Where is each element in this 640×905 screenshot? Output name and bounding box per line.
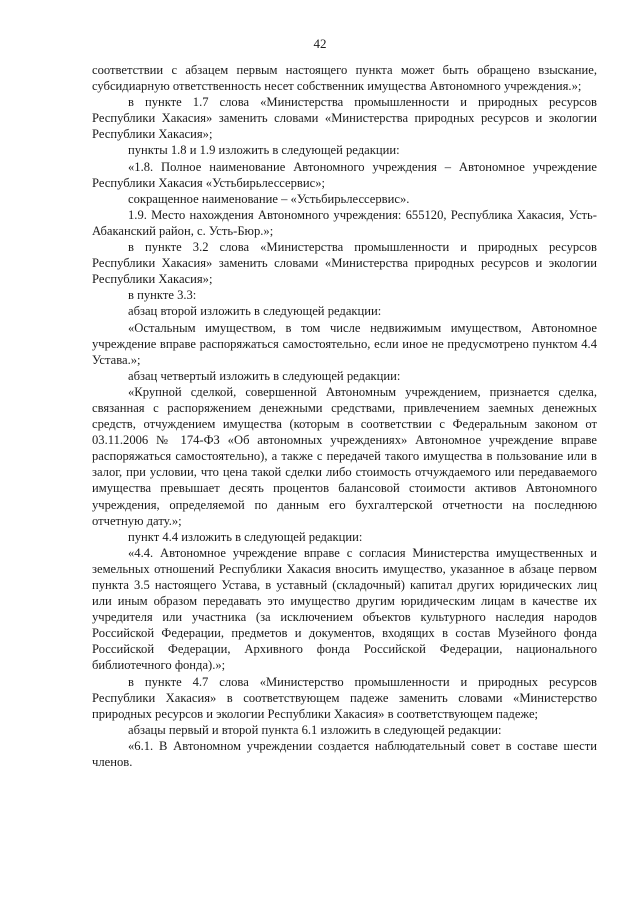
paragraph: в пункте 3.3: — [128, 288, 197, 303]
paragraph: абзац второй изложить в следующей редакции: — [128, 304, 382, 319]
paragraph: соответствии с абзацем первым настоящего пункта может быть обращено взыскание, субсидиарную ответственность несет собственник имущества Автономного учреждения.»; — [92, 63, 597, 94]
paragraph: сокращенное наименование – «Устьбирьлессервис». — [128, 191, 410, 206]
paragraph: пункт 4.4 изложить в следующей редакции: — [128, 529, 363, 544]
paragraph: «Остальным имуществом, в том числе недвижимым имуществом, Автономное учреждение вправе распоряжаться самостоятельно, если иное не предусмотрено пунктом 4.4 Устава.»; — [92, 320, 597, 367]
page-number: 42 — [313, 36, 327, 51]
paragraph: абзац четвертый изложить в следующей редакции: — [128, 368, 401, 383]
paragraph: абзацы первый и второй пункта 6.1 изложить в следующей редакции: — [128, 722, 502, 737]
paragraph: «Крупной сделкой, совершенной Автономным учреждением, признается сделка, связанная с распоряжением денежными средствами, привлечением заемных денежных средств, отчуждением имущества (которым в соответствии с Федеральным законом от 03.11.2006 № 174-ФЗ «Об автономных учреждениях» Автономное учреждение вправе распоряжаться самостоятельно), а также с передачей такого имущества в пользование или в залог, при условии, что цена такой сделки либо стоимость отчуждаемого или передаваемого имущества превышает десять процентов балансовой стоимости активов Автономного учреждения, определяемой по данным его бухгалтерской отчетности на последнюю отчетную дату.»; — [92, 384, 597, 528]
paragraph: «6.1. В Автономном учреждении создается наблюдательный совет в составе шести членов. — [92, 738, 597, 770]
paragraph: в пункте 1.7 слова «Министерства промышленности и природных ресурсов Республики Хакасия» заменить словами «Министерства природных ресурсов и экологии Республики Хакасия»; — [92, 95, 597, 142]
paragraph: «4.4. Автономное учреждение вправе с согласия Министерства имущественных и земельных отношений Республики Хакасия вносить имущество, указанное в абзаце первом пункта 3.5 настоящего Устава, в уставный (складочный) капитал других юридических лиц или иным образом передавать это имущество другим юридическим лицам в качестве их учредителя или участника (за исключением объектов культурного наследия народов Российской Федерации, предметов и документов, входящих в состав Музейного фонда Российской Федерации, Архивного фонда Российской Федерации, национального библиотечного фонда).»; — [92, 545, 597, 673]
paragraph: в пункте 4.7 слова «Министерство промышленности и природных ресурсов Республики Хакасия» в соответствующем падеже заменить словами «Министерство природных ресурсов и экологии Республики Хакасия» в соответствующем падеже; — [92, 674, 597, 721]
paragraph: пункты 1.8 и 1.9 изложить в следующей редакции: — [128, 143, 400, 158]
paragraph: «1.8. Полное наименование Автономного учреждения – Автономное учреждение Республики Хакасия «Устьбирьлессервис»; — [92, 159, 597, 190]
paragraph: в пункте 3.2 слова «Министерства промышленности и природных ресурсов Республики Хакасия» заменить словами «Министерства природных ресурсов и экологии Республики Хакасия»; — [92, 240, 597, 287]
paragraph: 1.9. Место нахождения Автономного учреждения: 655120, Республика Хакасия, Усть-Абаканский район, с. Усть-Бюр.»; — [92, 207, 597, 238]
document-body — [92, 62, 597, 770]
